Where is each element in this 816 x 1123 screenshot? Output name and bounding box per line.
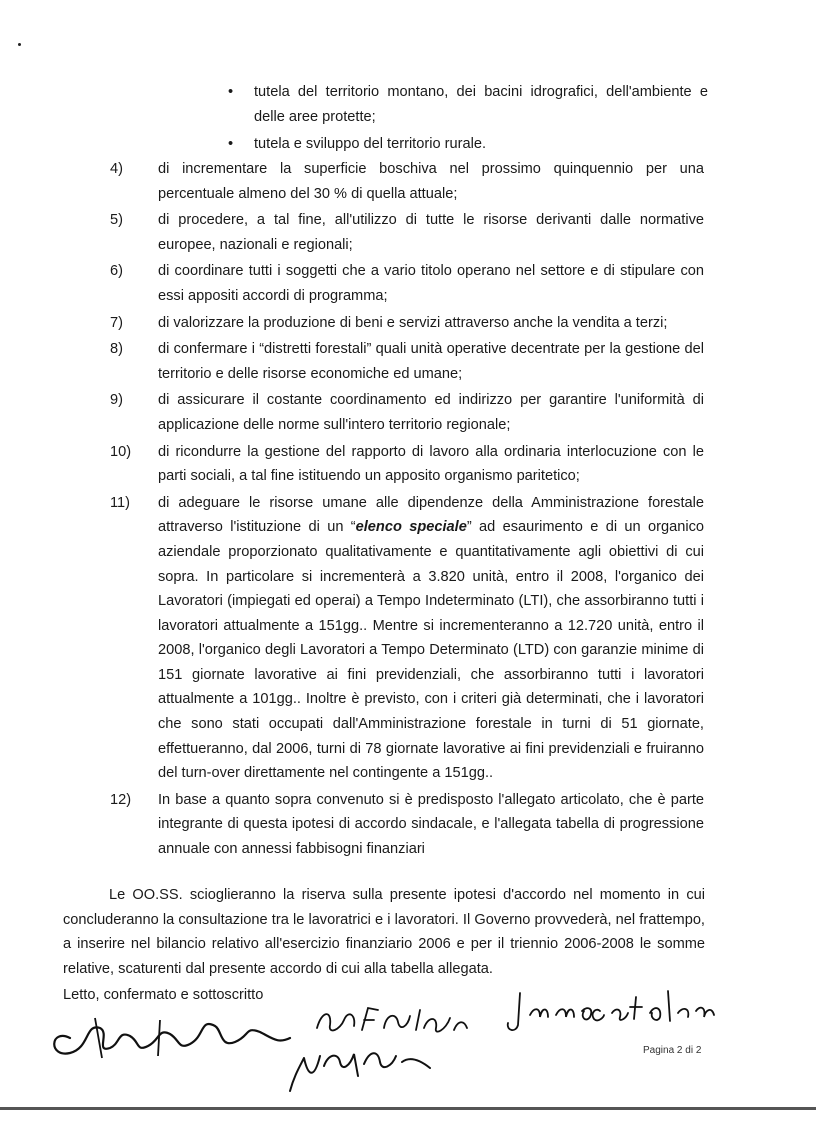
page-number: Pagina 2 di 2 [643, 1045, 702, 1056]
item-number: 10) [110, 443, 132, 460]
item-text-part: di adeguare le risorse umane alle dipendenze della Amministrazione forestale attraverso l'istituzione di un “ [158, 494, 704, 536]
list-item [110, 337, 704, 386]
item-number: 12) [110, 791, 132, 808]
bullet-item [228, 132, 708, 157]
list-item [110, 208, 704, 257]
list-item [110, 259, 704, 308]
list-item [110, 388, 704, 437]
signoff-line: Letto, confermato e sottoscritto [63, 987, 264, 1003]
bullet-text: tutela e sviluppo del territorio rurale. [254, 136, 486, 152]
item-text: In base a quanto sopra convenuto si è predisposto l'allegato articolato, che è parte integrante di questa ipotesi di accordo sindacale, e l'allegata tabella di progressione annuale con annessi fabbisogni finanziari [158, 791, 704, 858]
list-item [110, 788, 704, 862]
item-text: di incrementare la superficie boschiva nel prossimo quinquennio per una percentuale almeno del 30 % di quella attuale; [158, 161, 704, 202]
list-item [110, 157, 704, 206]
scan-speck [18, 43, 21, 46]
item-text: di ricondurre la gestione del rapporto di lavoro alla ordinaria interlocuzione con le parti sociali, a tal fine istituendo un apposito organismo paritetico; [158, 443, 704, 485]
item-number: 9) [110, 392, 123, 409]
bullet-text: tutela del territorio montano, dei bacini idrografici, dell'ambiente e delle aree protette; [254, 84, 708, 125]
list-item [110, 440, 704, 489]
item-number: 6) [110, 263, 123, 280]
item-number: 5) [110, 212, 123, 229]
bullet-list [228, 80, 708, 157]
bullet-item [228, 80, 708, 130]
item-number: 4) [110, 161, 123, 177]
list-item [110, 491, 704, 786]
item-text: di confermare i “distretti forestali” quali unità operative decentrate per la gestione del territorio e delle risorse economiche ed umane; [158, 341, 704, 382]
bullet-dot-icon: • [228, 84, 234, 100]
item-text: di coordinare tutti i soggetti che a vario titolo operano nel settore e di stipulare con essi appositi accordi di programma; [158, 263, 704, 304]
list-item [110, 311, 704, 336]
item-text: di procedere, a tal fine, all'utilizzo di tutte le risorse derivanti dalle normative europee, nazionali e regionali; [158, 212, 704, 253]
numbered-list [110, 157, 704, 864]
signature-4 [280, 1036, 450, 1096]
closing-paragraph: Le OO.SS. scioglieranno la riserva sulla presente ipotesi d'accordo nel momento in cui concluderanno la consultazione tra le lavoratrici e i lavoratori. Il Governo provvederà, nel frattempo, a inserire nel bilancio relativo all'esercizio finanziario 2006 e per il triennio 2006-2008 le somme relative, scaturenti dal presente accordo di cui alla tabella allegata. [63, 887, 705, 977]
item-text-part: ” ad esaurimento e di un organico aziendale proporzionato qualitativamente e quantitativamente agli obiettivi di cui sopra. In particolare si incrementerà a 3.820 unità, entro il 2008, l'organico dei Lavoratori (impiegati ed operai) a Tempo Indeterminato (LTI), che assorbiranno tutti i lavoratori attualmente a 151gg.. Mentre si incrementeranno a 12.720 unità, entro il 2008, l'organico degli Lavoratori a Tempo Determinato (LTD) con garanzie minime di 151 giornate lavorative ai fini previdenziali, che assorbiranno tutti i lavoratori attualmente a 101gg.. Inoltre è previsto, con i criteri già determinati, che i lavoratori che sono stati occupati dall'Amministrazione forestale in turni di 51 giornate, effettueranno, dal 2006, turni di 78 giornate lavorative ai fini previdenziali e fruiranno del turn-over direttamente nel contingente a 151gg.. [158, 519, 704, 782]
signature-3 [500, 985, 720, 1035]
item-number: 7) [110, 314, 123, 331]
bullet-dot-icon: • [228, 136, 234, 152]
signature-2 [312, 1000, 472, 1040]
item-number: 8) [110, 341, 123, 358]
emphasis-text: elenco speciale [355, 519, 467, 536]
item-number: 11) [110, 494, 131, 511]
signature-1 [40, 1008, 300, 1068]
item-text: di valorizzare la produzione di beni e servizi attraverso anche la vendita a terzi; [158, 314, 668, 331]
page-bottom-edge [0, 1107, 816, 1110]
item-text: di assicurare il costante coordinamento ed indirizzo per garantire l'uniformità di applicazione delle norme sull'intero territorio regionale; [158, 392, 704, 433]
